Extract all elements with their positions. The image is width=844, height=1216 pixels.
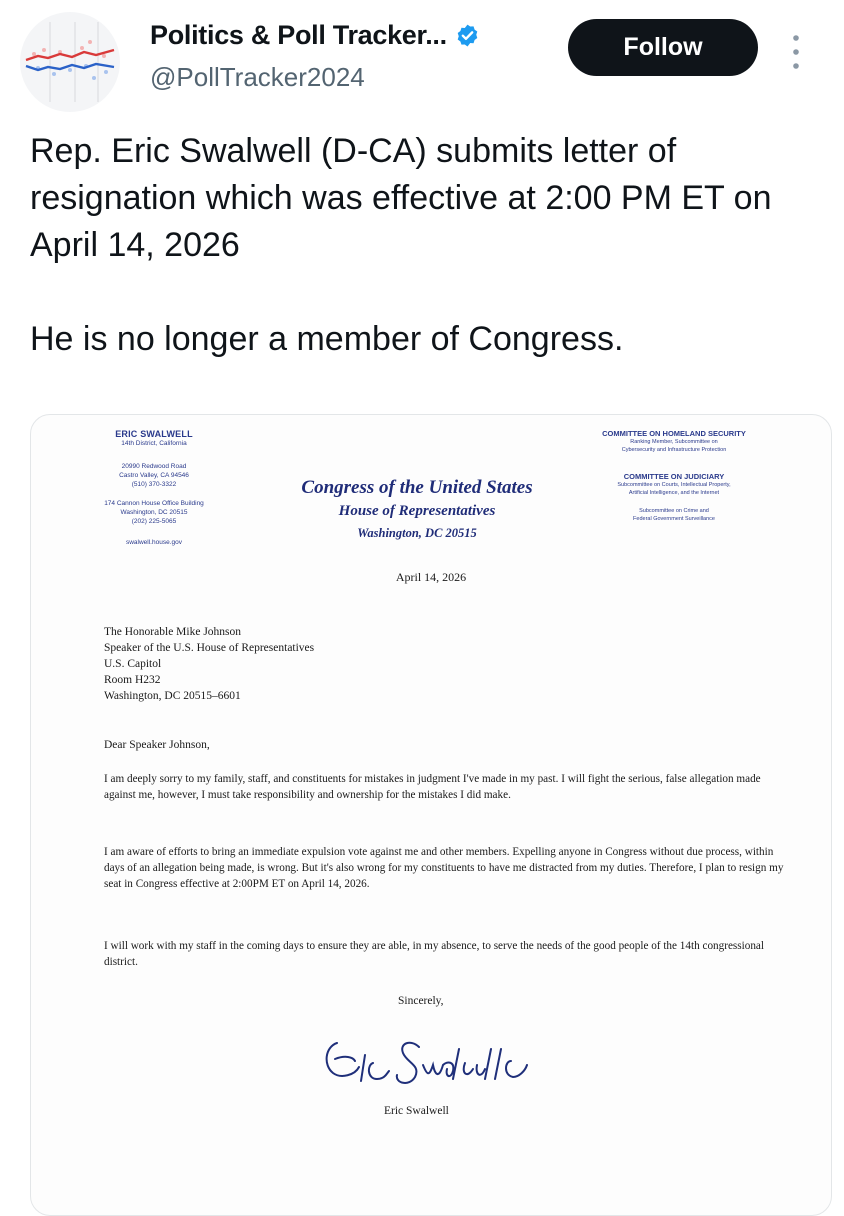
committee-line: Subcommittee on Courts, Intellectual Property, bbox=[617, 482, 731, 488]
committee-title: COMMITTEE ON JUDICIARY bbox=[623, 472, 725, 481]
tweet-text bbox=[30, 128, 820, 363]
letterhead-right bbox=[579, 429, 769, 523]
crest-line: House of Representatives bbox=[338, 503, 496, 519]
poll-chart-avatar-icon bbox=[20, 12, 120, 112]
salutation: Dear Speaker Johnson, bbox=[104, 739, 210, 751]
dc-office-line: Washington, DC 20515 bbox=[120, 509, 188, 516]
address-line: The Honorable Mike Johnson bbox=[104, 626, 242, 638]
crest-line: Congress of the United States bbox=[301, 477, 533, 498]
address-line: U.S. Capitol bbox=[104, 658, 162, 670]
author-name-row[interactable] bbox=[150, 20, 480, 51]
more-vertical-icon bbox=[786, 30, 806, 74]
tweet-paragraph: Rep. Eric Swalwell (D-CA) submits letter of resignation which was effective at 2:00 PM ET on April 14, 2026 bbox=[30, 132, 772, 264]
closing: Sincerely, bbox=[398, 995, 444, 1007]
letterhead-crest bbox=[264, 477, 570, 541]
more-options-button[interactable] bbox=[786, 30, 806, 74]
tweet-paragraph: He is no longer a member of Congress. bbox=[30, 320, 624, 358]
address-line: Speaker of the U.S. House of Representatives bbox=[104, 642, 315, 654]
committee-line: Subcommittee on Crime and bbox=[639, 508, 709, 514]
address-line: Room H232 bbox=[104, 674, 161, 686]
letter-paragraph: I am deeply sorry to my family, staff, and constituents for mistakes in judgment I've made in my past. I will fight the serious, false allegation made against me, however, I must take responsibility and ownership for the mistakes I did make. bbox=[104, 773, 761, 801]
letter-date: April 14, 2026 bbox=[395, 570, 467, 584]
committee-title: COMMITTEE ON HOMELAND SECURITY bbox=[602, 429, 746, 438]
letterhead-member-name: ERIC SWALWELL bbox=[115, 429, 193, 439]
committee-line: Federal Government Surveillance bbox=[633, 516, 715, 522]
account-handle[interactable]: @PollTracker2024 bbox=[150, 62, 365, 92]
tweet-media-image[interactable] bbox=[30, 414, 832, 1216]
signature-image bbox=[315, 1025, 535, 1095]
committee-line: Cybersecurity and Infrastructure Protection bbox=[621, 447, 727, 453]
letter-paragraph: I will work with my staff in the coming days to ensure they are able, in my absence, to serve the needs of the good people of the 14th congressional district. bbox=[104, 940, 764, 968]
avatar[interactable] bbox=[20, 12, 120, 112]
crest-line: Washington, DC 20515 bbox=[357, 526, 477, 540]
committee-line: Artificial Intelligence, and the Internet bbox=[628, 490, 720, 496]
letterhead-left bbox=[89, 429, 219, 547]
dc-office-line: (202) 225-5065 bbox=[131, 518, 177, 525]
display-name[interactable]: Politics & Poll Tracker... bbox=[150, 20, 447, 50]
signer-name: Eric Swalwell bbox=[384, 1105, 449, 1117]
dc-office-line: 174 Cannon House Office Building bbox=[104, 500, 204, 507]
letterhead-website: swalwell.house.gov bbox=[125, 539, 182, 546]
verified-badge-icon bbox=[455, 23, 480, 48]
district-office-line: Castro Valley, CA 94546 bbox=[119, 472, 189, 479]
letterhead-district: 14th District, California bbox=[121, 440, 187, 447]
district-office-line: (510) 370-3322 bbox=[131, 481, 177, 488]
recipient-address bbox=[104, 624, 314, 704]
letter-paragraph: I am aware of efforts to bring an immediate expulsion vote against me and other members. Expelling anyone in Congress without due process, within days of an allegation being made, is wrong. But it's also wrong for my constituents to have me distracted from my duties. Therefore, I plan to resign my seat in Congress effective at 2:00PM ET on April 14, 2026. bbox=[104, 846, 784, 890]
resignation-letter bbox=[31, 415, 831, 1215]
committee-line: Ranking Member, Subcommittee on bbox=[630, 439, 718, 445]
district-office-line: 20990 Redwood Road bbox=[121, 463, 187, 470]
follow-button[interactable]: Follow bbox=[568, 19, 758, 76]
address-line: Washington, DC 20515–6601 bbox=[104, 690, 241, 702]
